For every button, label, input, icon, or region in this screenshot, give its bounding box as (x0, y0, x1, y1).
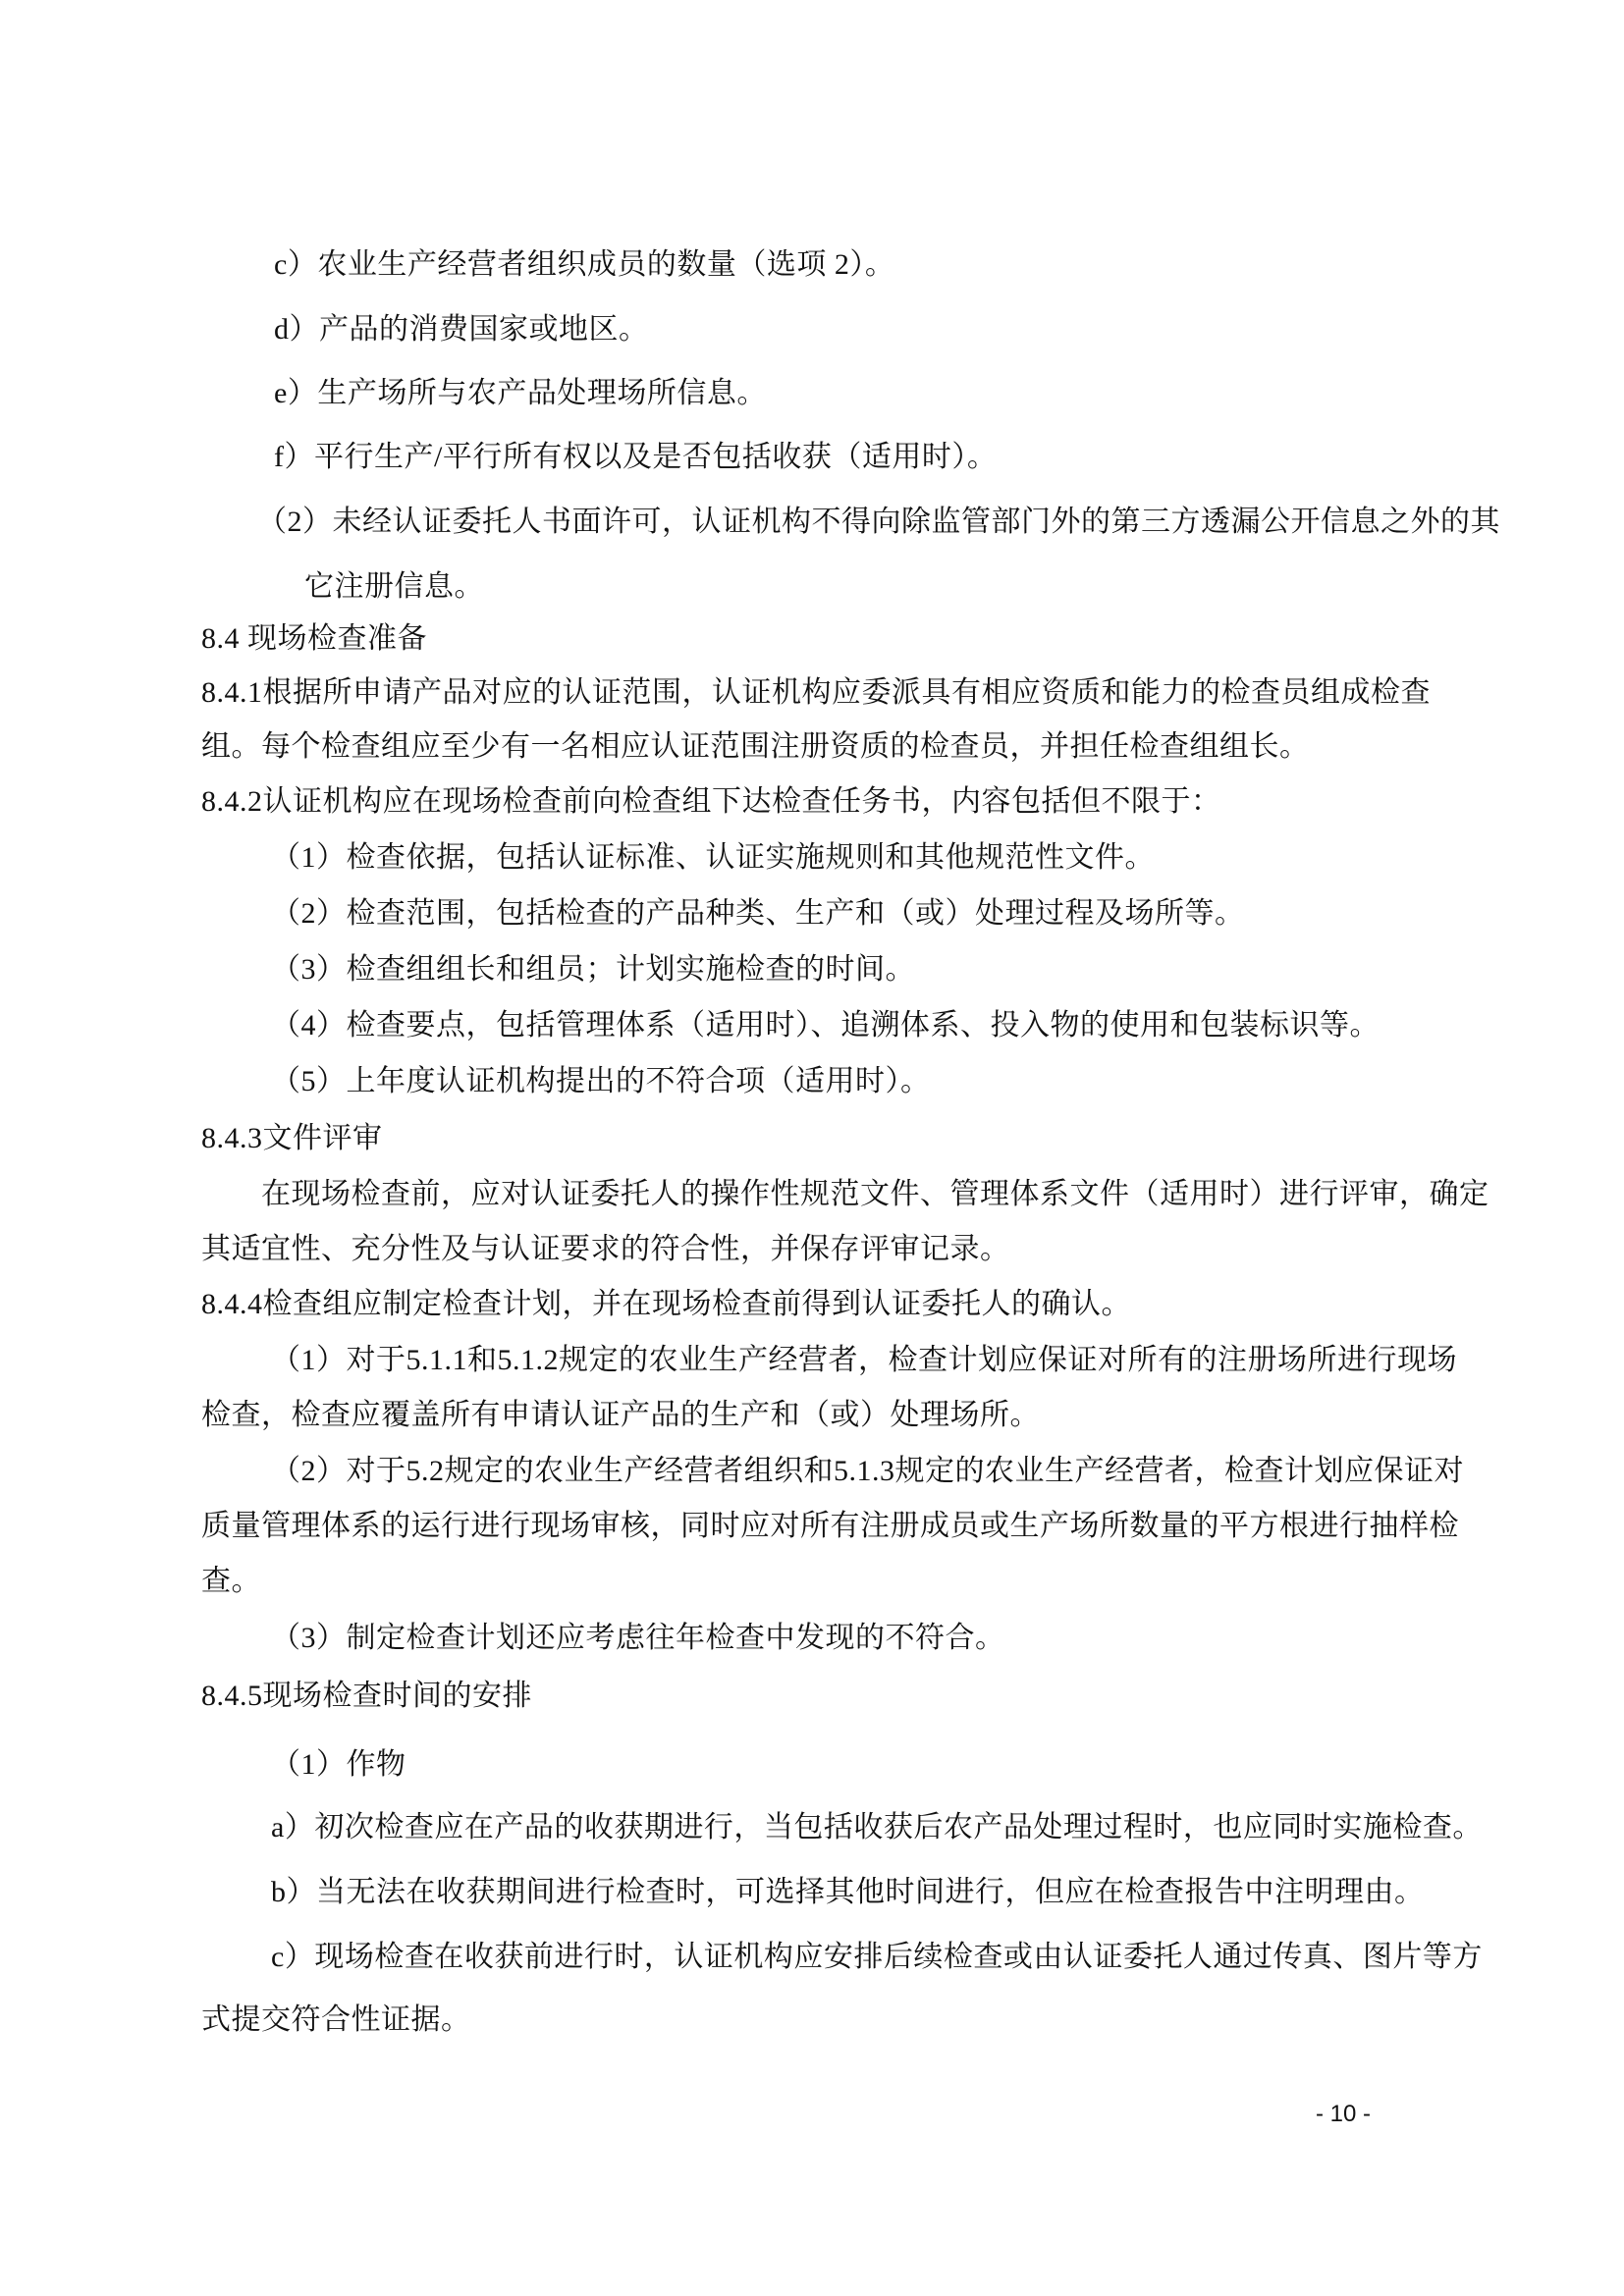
list-item-1-operators: （1）对于5.1.1和5.1.2规定的农业生产经营者，检查计划应保证对所有的注册场所进行现场 (271, 1344, 1457, 1376)
para-8-4-2: 8.4.2认证机构应在现场检查前向检查组下达检查任务书，内容包括但不限于： (201, 785, 1221, 818)
list-item-f-parallel-production: f）平行生产/平行所有权以及是否包括收获（适用时）。 (274, 441, 998, 473)
section-heading-8-4-3: 8.4.3文件评审 (201, 1122, 383, 1154)
list-item-1-inspection-basis: （1）检查依据，包括认证标准、认证实施规则和其他规范性文件。 (271, 841, 1155, 874)
list-item-4-inspection-points: （4）检查要点，包括管理体系（适用时）、追溯体系、投入物的使用和包装标识等。 (271, 1009, 1380, 1041)
para-2-confidentiality: （2）未经认证委托人书面许可，认证机构不得向除监管部门外的第三方透漏公开信息之外的其 (257, 506, 1500, 538)
para-document-review: 在现场检查前，应对认证委托人的操作性规范文件、管理体系文件（适用时）进行评审，确定 (261, 1178, 1489, 1210)
list-item-1-crops: （1）作物 (271, 1748, 406, 1781)
list-item-5-nonconformities: （5）上年度认证机构提出的不符合项（适用时）。 (271, 1065, 931, 1097)
list-item-1-operators-cont: 检查，检查应覆盖所有申请认证产品的生产和（或）处理场所。 (201, 1399, 1040, 1431)
list-item-b-other-time: b）当无法在收获期间进行检查时，可选择其他时间进行，但应在检查报告中注明理由。 (271, 1876, 1425, 1908)
page-number: - 10 - (1316, 2101, 1372, 2127)
list-item-c-member-count: c）农业生产经营者组织成员的数量（选项 2）。 (274, 248, 895, 281)
para-8-4-1: 8.4.1根据所申请产品对应的认证范围，认证机构应委派具有相应资质和能力的检查员组成检查 (201, 676, 1431, 709)
section-heading-8-4-5: 8.4.5现场检查时间的安排 (201, 1680, 532, 1712)
section-heading-8-4: 8.4 现场检查准备 (201, 622, 427, 655)
list-item-2-organizations-end: 查。 (201, 1565, 261, 1597)
list-item-d-consumer-region: d）产品的消费国家或地区。 (274, 313, 649, 346)
list-item-a-initial-inspection: a）初次检查应在产品的收获期进行，当包括收获后农产品处理过程时，也应同时实施检查。 (271, 1811, 1483, 1843)
list-item-e-site-info: e）生产场所与农产品处理场所信息。 (274, 377, 767, 409)
para-8-4-4: 8.4.4检查组应制定检查计划，并在现场检查前得到认证委托人的确认。 (201, 1288, 1131, 1320)
list-item-2-inspection-scope: （2）检查范围，包括检查的产品种类、生产和（或）处理过程及场所等。 (271, 897, 1245, 930)
list-item-2-organizations-cont: 质量管理体系的运行进行现场审核，同时应对所有注册成员或生产场所数量的平方根进行抽样检 (201, 1510, 1459, 1542)
list-item-3-team-leader: （3）检查组组长和组员；计划实施检查的时间。 (271, 953, 915, 986)
list-item-2-organizations: （2）对于5.2规定的农业生产经营者组织和5.1.3规定的农业生产经营者，检查计划应保证对 (271, 1455, 1464, 1487)
list-item-c-pre-harvest: c）现场检查在收获前进行时，认证机构应安排后续检查或由认证委托人通过传真、图片等方 (271, 1941, 1483, 1973)
list-item-c-pre-harvest-cont: 式提交符合性证据。 (201, 2003, 471, 2036)
para-document-review-cont: 其适宜性、充分性及与认证要求的符合性，并保存评审记录。 (201, 1233, 1010, 1265)
para-2-confidentiality-cont: 它注册信息。 (304, 570, 484, 603)
para-8-4-1-cont: 组。每个检查组应至少有一名相应认证范围注册资质的检查员，并担任检查组组长。 (201, 730, 1310, 763)
list-item-3-plan-history: （3）制定检查计划还应考虑往年检查中发现的不符合。 (271, 1622, 1005, 1654)
